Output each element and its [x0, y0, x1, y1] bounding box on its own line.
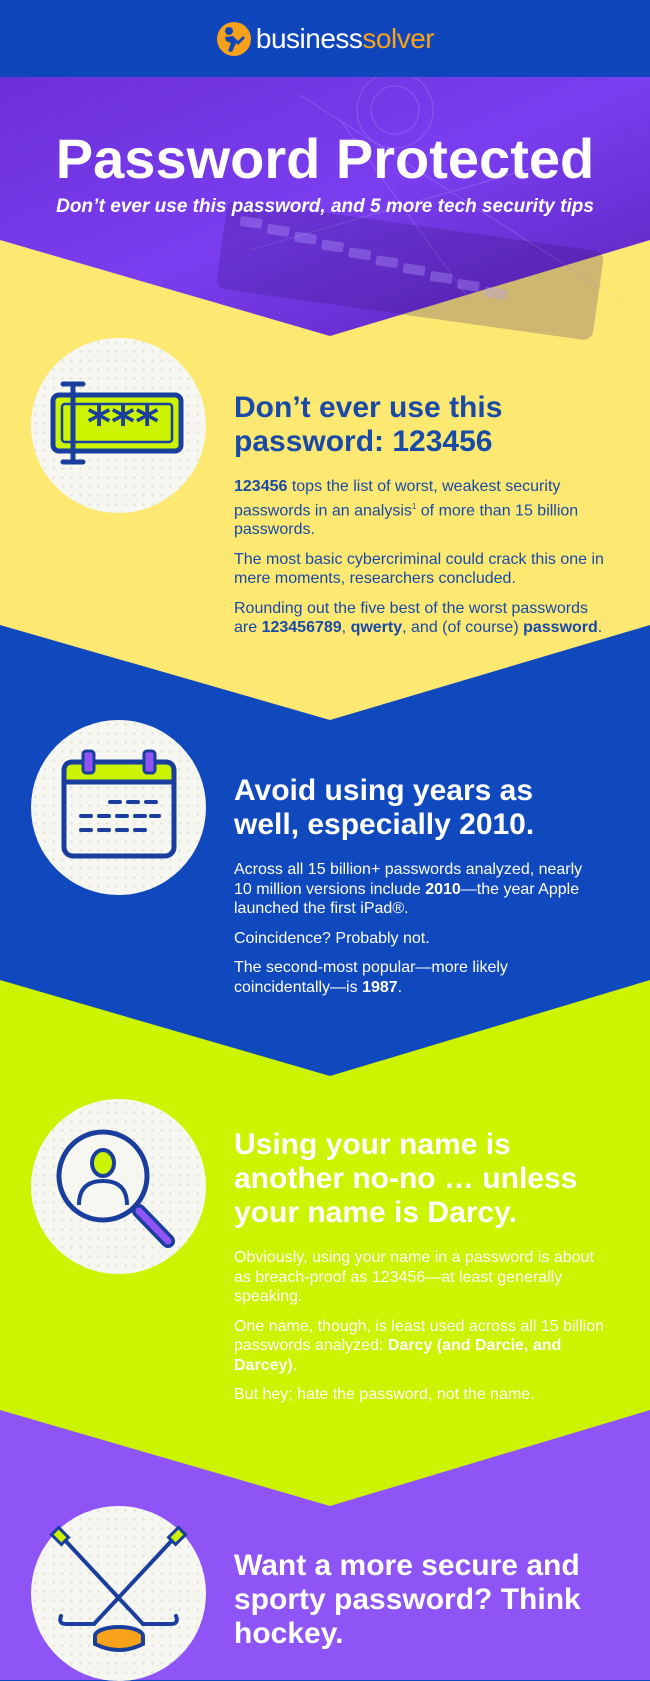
tip-1-bold-1: 123456789: [261, 619, 342, 637]
tip-4-heading: Want a more secure and sporty password? Think hockey.: [234, 1549, 581, 1650]
tip-2-p3-text: The second-most popular—more likely coincidentally—is: [234, 959, 508, 996]
calendar-icon: [31, 720, 206, 895]
user-search-icon: [31, 1099, 206, 1274]
tip-1-sep-2: , and (of course): [402, 619, 524, 637]
password-icon-circle: [31, 338, 206, 513]
tip-3-text: One name, though, is least used across all 15 billion passwords analyzed:: [234, 1317, 604, 1354]
tip-1-end: .: [597, 619, 603, 637]
tip-2-heading: Avoid using years as well, especially 2010.: [234, 774, 535, 841]
tip-1-paragraph-3: [234, 599, 604, 638]
tip-3-bold-darcy: Darcy (and Darcie, and Darcey): [234, 1337, 562, 1374]
tip-2: [234, 774, 604, 1007]
tip-1-bold-3: password: [523, 619, 598, 637]
tip-1-paragraph-1: [234, 477, 604, 540]
footnote-marker: 1: [411, 501, 417, 511]
tip-2-paragraph-2: Coincidence? Probably not.: [234, 929, 430, 947]
password-field-icon: [31, 338, 206, 513]
tip-3-heading: Using your name is another no-no … unless your name is Darcy.: [234, 1128, 578, 1229]
tip-2-paragraph-1: [234, 860, 604, 919]
tip-1-sep-1: ,: [341, 619, 351, 637]
tip-1-bold-2: qwerty: [350, 619, 403, 637]
tip-1-bold-password: 123456: [234, 478, 288, 495]
brand-name-solver: solver: [362, 22, 435, 54]
tip-1-text-2: of more than 15 billion passwords.: [234, 501, 579, 539]
brand-wordmark: [256, 23, 434, 55]
tip-2-end: .: [397, 978, 403, 996]
tip-3-paragraph-1: Obviously, using your name in a password is about as breach-proof as 123456—at least generally speaking.: [234, 1249, 594, 1305]
tip-2-text-2: —the year Apple launched the first iPad®.: [234, 880, 580, 917]
tip-3-paragraph-2: [234, 1317, 604, 1376]
tip-1-p3-text: Rounding out the five best of the worst passwords are: [234, 599, 588, 637]
tip-2-bold-year: 2010: [425, 880, 461, 898]
tip-4: [234, 1549, 604, 1669]
tip-3-paragraph-3: But hey; hate the password, not the name.: [234, 1386, 535, 1403]
brand-logo[interactable]: [216, 21, 434, 57]
tip-2-paragraph-3: [234, 958, 604, 997]
tip-3: [234, 1128, 604, 1415]
hockey-icon-circle: [31, 1506, 206, 1681]
page-subtitle: Don’t ever use this password, and 5 more tech security tips: [56, 196, 594, 217]
tip-2-bold-1987: 1987: [362, 978, 398, 996]
page-title: Password Protected: [55, 127, 595, 190]
tip-3-end: .: [292, 1356, 298, 1374]
tip-1-paragraph-2: The most basic cybercriminal could crack this one in mere moments, researchers concluded.: [234, 550, 604, 588]
site-header: [0, 0, 650, 77]
tip-1: [234, 391, 604, 648]
hockey-sticks-icon: [31, 1506, 206, 1681]
svg-text:***: ***: [87, 396, 160, 450]
calendar-icon-circle: [31, 720, 206, 895]
tip-1-text: tops the list of worst, weakest security passwords in an analysis: [234, 478, 561, 519]
user-search-icon-circle: [31, 1099, 206, 1274]
brand-name-business: business: [255, 22, 363, 54]
businessolver-logo-icon: [216, 21, 252, 57]
tip-2-text: Across all 15 billion+ passwords analyzed, nearly 10 million versions include: [234, 861, 583, 898]
tip-1-heading: Don’t ever use this password: 123456: [234, 391, 503, 458]
